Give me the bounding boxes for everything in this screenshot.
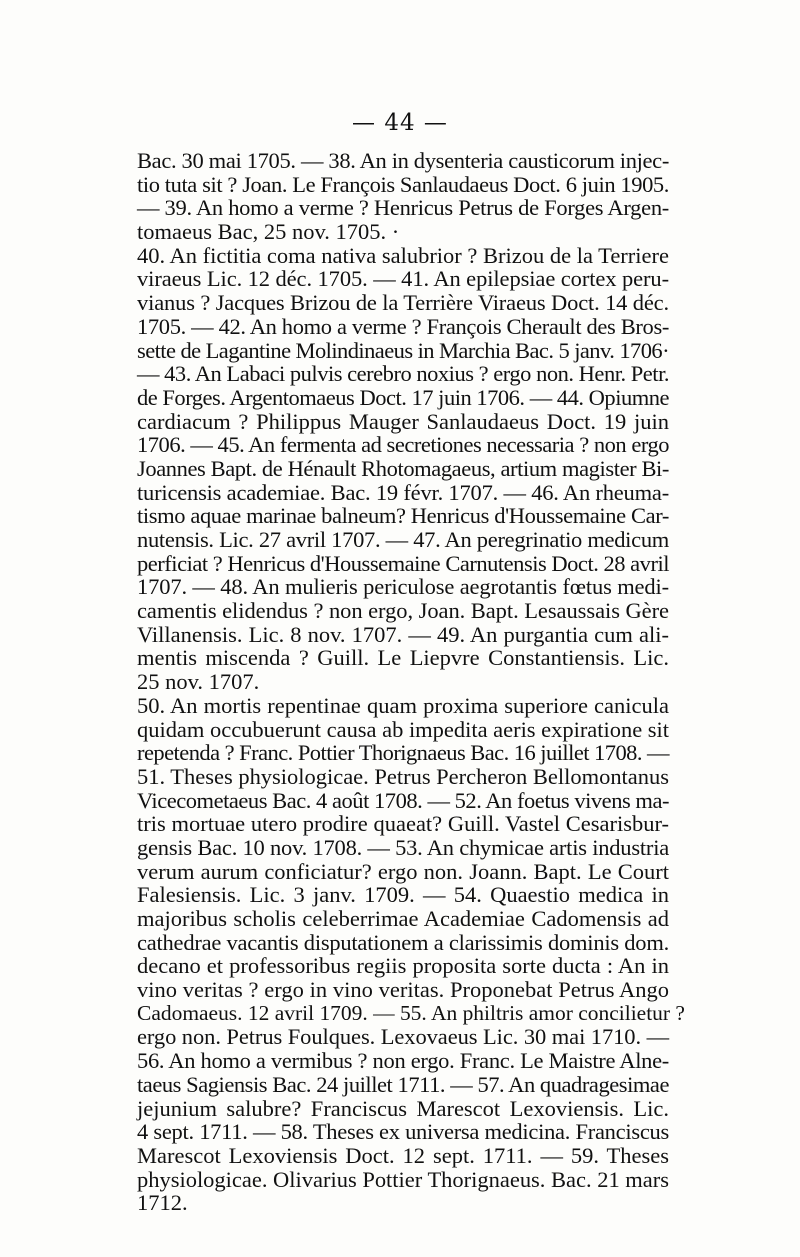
text-line: Cadomaeus. 12 avril 1709. — 55. An philtris amor concilietur ?: [137, 1000, 685, 1025]
text-line: 1707. — 48. An mulieris periculose aegrotantis fœtus medi-: [137, 574, 669, 600]
text-line: 1705. — 42. An homo a verme ? François Cherault des Bros-: [137, 313, 669, 339]
text-line: taeus Sagiensis Bac. 24 juillet 1711. — 57. An quadragesimae: [137, 1071, 669, 1097]
text-line: majoribus scholis celeberrimae Academiae Cadomensis ad: [137, 906, 669, 931]
text-line: Villanensis. Lic. 8 nov. 1707. — 49. An purgantia cum ali-: [137, 621, 669, 647]
text-line: 4 sept. 1711. — 58. Theses ex universa medicina. Franciscus: [137, 1119, 669, 1145]
text-line: Vicecometaeus Bac. 4 août 1708. — 52. An foetus vivens ma-: [137, 787, 669, 813]
text-line: viraeus Lic. 12 déc. 1705. — 41. An epilepsiae cortex peru-: [137, 266, 669, 292]
text-line: nutensis. Lic. 27 avril 1707. — 47. An peregrinatio medicum: [137, 527, 669, 552]
text-line: de Forges. Argentomaeus Doct. 17 juin 1706. — 44. Opiumne: [137, 384, 669, 410]
body-text: [137, 148, 685, 1216]
text-line: 51. Theses physiologicae. Petrus Percheron Bellomontanus: [137, 763, 669, 789]
text-line: Bac. 30 mai 1705. — 38. An in dysenteria causticorum injec-: [137, 148, 669, 173]
text-line: tris mortuae utero prodire quaeat? Guill. Vastel Cesarisbur-: [137, 811, 669, 837]
text-line: cardiacum ? Philippus Mauger Sanlaudaeus Doct. 19 juin: [137, 408, 669, 434]
text-line: vino veritas ? ergo in vino veritas. Proponebat Petrus Ango: [137, 977, 669, 1003]
text-line: quidam occubuerunt causa ab impedita aeris expiratione sit: [137, 716, 669, 742]
text-line: 50. An mortis repentinae quam proxima superiore canicula: [137, 692, 669, 718]
text-line: perficiat ? Henricus d'Houssemaine Carnutensis Doct. 28 avril: [137, 550, 669, 576]
text-line: decano et professoribus regiis proposita sorte ducta : An in: [137, 953, 669, 979]
text-line: 40. An fictitia coma nativa salubrior ? Brizou de la Terriere: [137, 242, 669, 268]
text-line: vianus ? Jacques Brizou de la Terrière Viraeus Doct. 14 déc.: [137, 290, 669, 316]
text-line: — 39. An homo a verme ? Henricus Petrus de Forges Argen-: [137, 195, 669, 221]
text-line: gensis Bac. 10 nov. 1708. — 53. An chymicae artis industria: [137, 834, 669, 860]
text-line: camentis elidendus ? non ergo, Joan. Bapt. Lesaussais Gère: [137, 598, 669, 624]
text-line: Falesiensis. Lic. 3 janv. 1709. — 54. Quaestio medica in: [137, 882, 669, 908]
text-line: cathedrae vacantis disputationem a clarissimis dominis dom.: [137, 929, 669, 955]
text-line: verum aurum conficiatur? ergo non. Joann. Bapt. Le Court: [137, 858, 669, 884]
page-number: — 44 —: [352, 110, 448, 136]
text-line: tismo aquae marinae balneum? Henricus d'Houssemaine Car-: [137, 503, 669, 529]
text-line: 25 nov. 1707.: [137, 669, 260, 695]
text-line: 1706. — 45. An fermenta ad secretiones necessaria ? non ergo: [137, 432, 669, 458]
text-line: turicensis academiae. Bac. 19 févr. 1707. — 46. An rheuma-: [137, 479, 669, 505]
text-line: sette de Lagantine Molindinaeus in Marchia Bac. 5 janv. 1706·: [137, 337, 669, 363]
text-line: physiologicae. Olivarius Pottier Thorignaeus. Bac. 21 mars: [137, 1166, 669, 1192]
text-line: tio tuta sit ? Joan. Le François Sanlaudaeus Doct. 6 juin 1905.: [137, 171, 669, 197]
text-line: 1712.: [137, 1190, 188, 1216]
text-line: ergo non. Petrus Foulques. Lexovaeus Lic. 30 mai 1710. —: [137, 1024, 669, 1050]
text-line: Joannes Bapt. de Hénault Rhotomagaeus, artium magister Bi-: [137, 455, 669, 481]
text-line: mentis miscenda ? Guill. Le Liepvre Constantiensis. Lic.: [137, 645, 669, 671]
text-line: Marescot Lexoviensis Doct. 12 sept. 1711. — 59. Theses: [137, 1142, 669, 1168]
text-line: repetenda ? Franc. Pottier Thorignaeus Bac. 16 juillet 1708. —: [137, 740, 669, 766]
text-line: jejunium salubre? Franciscus Marescot Lexoviensis. Lic.: [137, 1095, 669, 1121]
text-line: — 43. An Labaci pulvis cerebro noxius ? ergo non. Henr. Petr.: [137, 361, 669, 387]
text-line: tomaeus Bac, 25 nov. 1705. ·: [137, 219, 400, 245]
text-line: 56. An homo a vermibus ? non ergo. Franc. Le Maistre Alne-: [137, 1048, 669, 1074]
